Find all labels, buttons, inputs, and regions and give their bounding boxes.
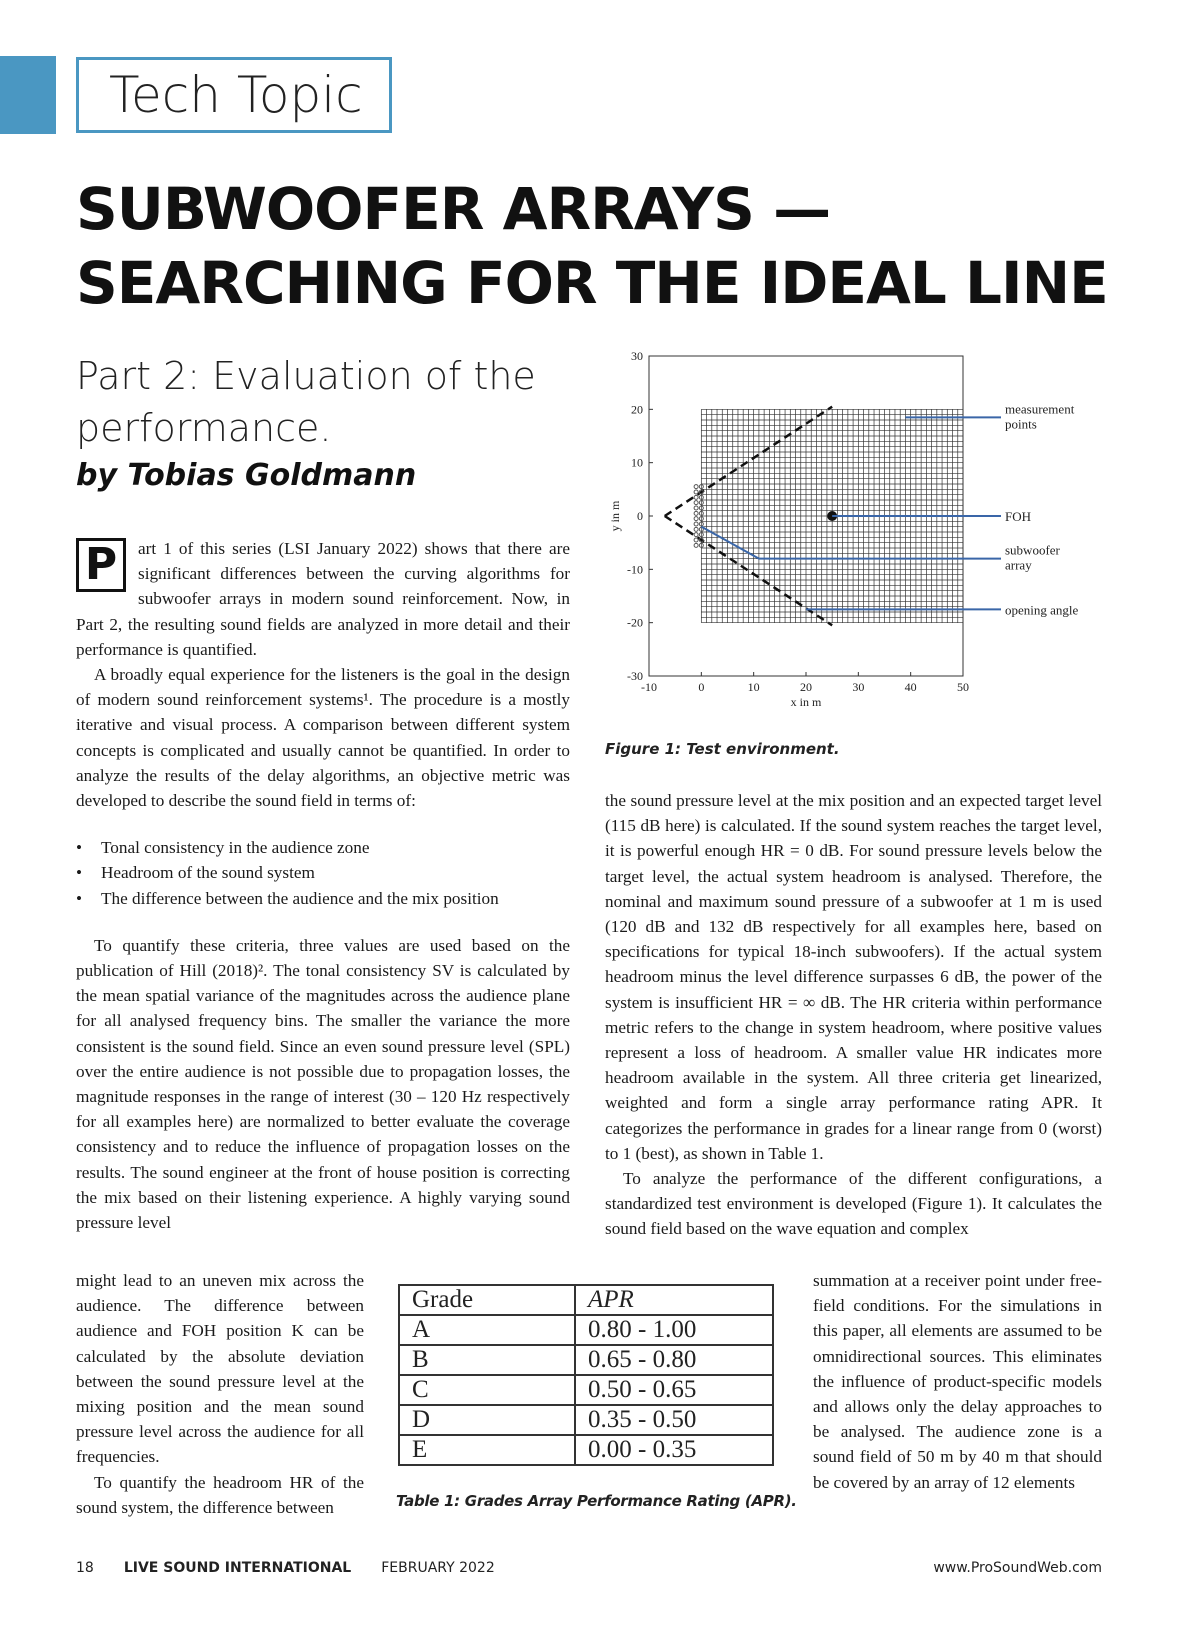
article-column-3 [813,1268,1102,1495]
label-measurement-points-2: points [1005,416,1037,432]
label-subwoofer-array: subwoofer [1005,542,1060,558]
grade-cell: C [399,1375,575,1405]
x-tick-label: 50 [957,680,969,694]
website-link[interactable]: www.ProSoundWeb.com [933,1560,1102,1576]
intro-text: art 1 of this series (LSI January 2022) shows that there are significant differences between the curving algorithms for subwoofer arrays in modern sound reinforcement. Now, in Part 2, the resulting sound fields are analyzed in more detail and their performance is quantified. [76,539,570,659]
page-number: 18 [76,1560,94,1576]
subwoofer-element [694,501,698,505]
drop-cap: P [76,538,126,592]
apr-cell: 0.00 - 0.35 [575,1435,773,1465]
paragraph-6: To analyze the performance of the different configurations, a standardized test environment is developed (Figure 1). It calculates the sound field based on the wave equation and complex [605,1169,1102,1239]
grades-table [398,1284,774,1466]
article-subtitle: Part 2: Evaluation of the performance. [76,354,536,450]
table-row [399,1435,773,1465]
paragraph-3: To quantify these criteria, three values are used based on the publication of Hill (2018)². The tonal consistency SV is calculated by the mean spatial variance of the magnitudes across the audience plane for all analysed frequency bins. The smaller the variance the more consistent is the sound field. Since an even sound pressure level (SPL) over the entire audience is not possible due to propagation losses, the magnitude responses in the range of interest (30 – 120 Hz respectively for all examples here) are normalized to better evaluate the coverage consistency and to reduce the influence of propagation losses on the results. The sound engineer at the front of house position is correcting the mix based on their listening experience. A highly varying sound pressure level [76,935,570,1233]
axis-ticks [627,350,969,694]
section-accent-block [0,56,56,134]
label-foh: FOH [1005,509,1032,524]
subwoofer-element [694,506,698,510]
y-tick-label: 30 [631,350,643,363]
subwoofer-element [694,511,698,515]
grade-cell: B [399,1345,575,1375]
paragraph-7: summation at a receiver point under free-field conditions. For the simulations in this paper, all elements are assumed to be omnidirectional sources. This eliminates the influence of product-specific models and allows only the delay approaches to be analysed. The audience zone is a sound field of 50 m by 40 m that should be covered by an array of 12 elements [813,1271,1102,1492]
table-row [399,1345,773,1375]
x-tick-label: 20 [800,680,812,694]
y-tick-label: 10 [631,455,643,470]
paragraph-4: To quantify the headroom HR of the sound system, the difference between [76,1472,364,1517]
table-row [399,1375,773,1405]
y-axis-label: y in m [608,500,622,532]
figure-1-caption: Figure 1: Test environment. [605,740,840,758]
article-column-1-lower [76,1268,364,1520]
article-headline [76,172,1176,320]
article-column-1 [76,536,570,1235]
section-label-text: Tech Topic [109,66,363,124]
y-tick-label: -20 [627,615,643,630]
paragraph-5: the sound pressure level at the mix position and an expected target level (115 dB here) is calculated. If the sound system reaches the target level, it is powerful enough HR = 0 dB. For sound pressure levels below the target level, the actual system headroom is analysed. Therefore, the nominal and maximum sound pressure of a subwoofer at 1 m is used (120 dB and 132 dB respectively for all examples here, based on specifications for typical 18-inch subwoofers). If the actual system headroom minus the level difference surpasses 6 dB, the power of the system is insufficient HR = ∞ dB. The HR criteria within performance metric refers to the change in system headroom, where positive values represent a loss of headroom. A smaller value HR indicates more headroom available in the system. All three criteria get linearized, weighted and form a single array performance rating APR. It categorizes the performance in grades for a linear range from 0 (worst) to 1 (best), as shown in Table 1. [605,791,1102,1163]
article-column-2 [605,788,1102,1242]
list-item: • The difference between the audience and the mix position [76,886,570,911]
x-tick-label: 10 [747,680,760,694]
subwoofer-element [694,533,698,537]
y-tick-label: 20 [631,402,643,417]
subwoofer-element [694,543,698,547]
apr-cell: 0.80 - 1.00 [575,1315,773,1345]
subwoofer-element [694,517,698,521]
table-header-row [399,1285,773,1315]
headline-line-2: SEARCHING FOR THE IDEAL LINE [76,249,1108,317]
grade-cell: A [399,1315,575,1345]
list-item: • Headroom of the sound system [76,860,570,885]
header-grade: Grade [399,1285,575,1315]
y-tick-label: -30 [627,669,643,683]
apr-cell: 0.35 - 0.50 [575,1405,773,1435]
headline-line-1: SUBWOOFER ARRAYS — [76,175,831,243]
y-tick-label: 0 [637,509,643,523]
subwoofer-element [694,485,698,489]
list-item: • Tonal consistency in the audience zone [76,835,570,860]
y-tick-label: -10 [627,562,643,577]
table-1-caption: Table 1: Grades Array Performance Rating (APR). [396,1492,797,1510]
issue-date: FEBRUARY 2022 [381,1560,495,1576]
x-tick-label: 40 [904,680,917,694]
figure-1-chart [605,350,1105,730]
x-tick-label: 0 [698,680,705,694]
article-byline: by Tobias Goldmann [76,458,417,493]
page-footer [76,1560,1102,1576]
section-label [76,57,392,133]
header-apr: APR [575,1285,773,1315]
x-tick-label: 30 [852,680,865,694]
paragraph-3-continued: might lead to an uneven mix across the audience. The difference between audience and FOH position K can be calculated by the absolute deviation between the sound pressure level at the mixing position and the mean sound pressure level across the audience for all frequencies. [76,1271,364,1467]
x-axis-label: x in m [790,695,822,709]
subwoofer-element [694,527,698,531]
subwoofer-element [694,495,698,499]
criteria-list [76,835,570,911]
subwoofer-element [694,522,698,526]
grade-cell: D [399,1405,575,1435]
label-opening-angle: opening angle [1005,602,1079,618]
apr-cell: 0.50 - 0.65 [575,1375,773,1405]
paragraph-2: A broadly equal experience for the listeners is the goal in the design of modern sound reinforcement systems¹. The procedure is a mostly iterative and visual process. A comparison between different system concepts is complicated and usually cannot be quantified. In order to analyze the results of the delay algorithms, an objective metric was developed to describe the sound field in terms of: [76,665,570,811]
x-tick-label: -10 [641,680,657,694]
annotation-lines [701,417,1001,609]
table-row [399,1405,773,1435]
label-subwoofer-array-2: array [1005,557,1032,573]
grade-cell: E [399,1435,575,1465]
figure-1-svg [605,350,1105,730]
apr-cell: 0.65 - 0.80 [575,1345,773,1375]
label-measurement-points: measurement [1005,401,1075,417]
publication-name: LIVE SOUND INTERNATIONAL [123,1560,352,1576]
subwoofer-element [694,538,698,542]
intro-paragraph [76,536,570,662]
table-row [399,1315,773,1345]
subwoofer-element [694,490,698,494]
